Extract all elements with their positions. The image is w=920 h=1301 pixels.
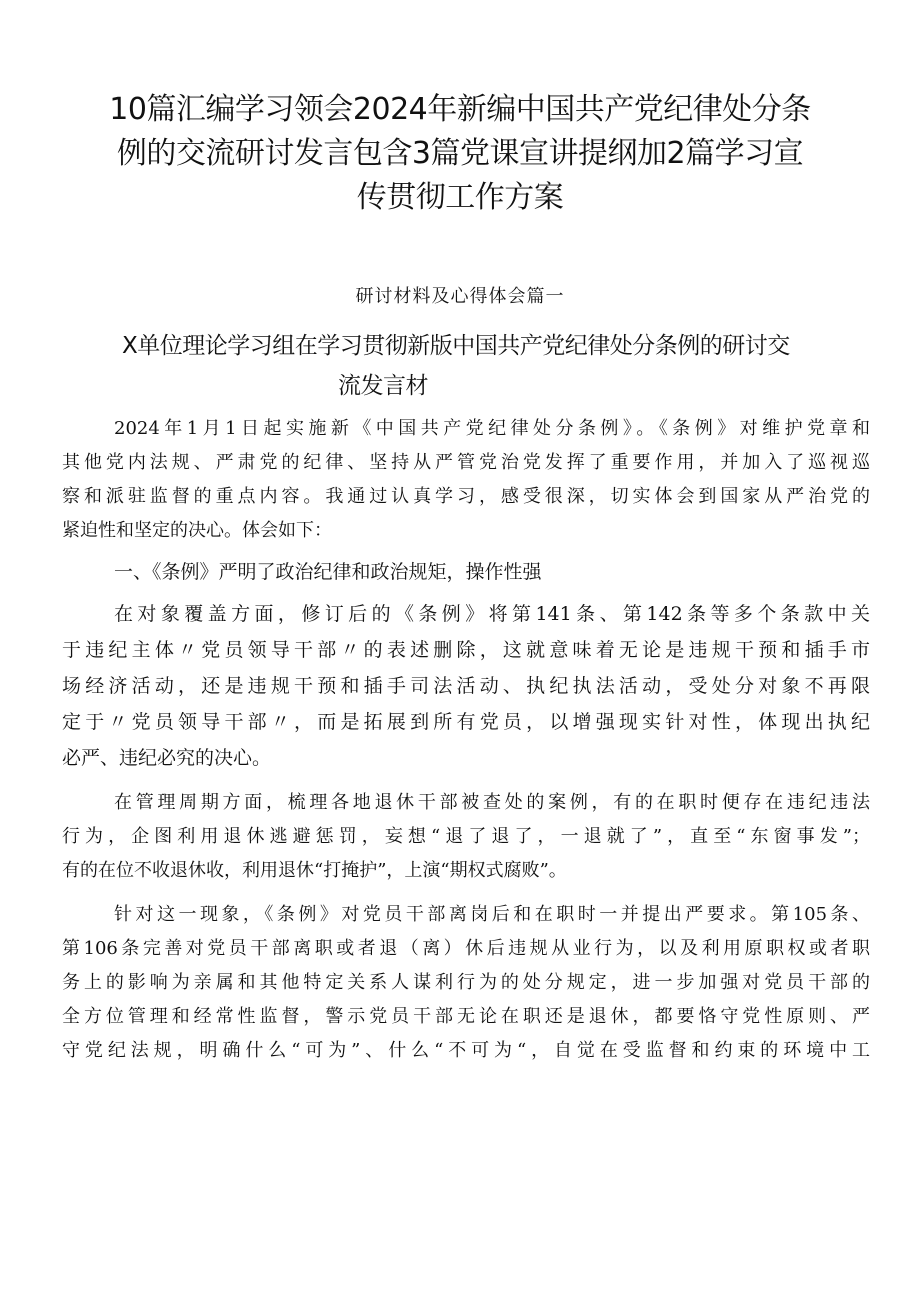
document-subtitle: 研讨材料及心得体会篇一 — [355, 286, 565, 307]
document-body — [62, 412, 870, 1068]
paragraph-line: 第106条完善对党员干部离职或者退（离）休后违规从业行为，以及利用原职权或者职 — [62, 938, 870, 959]
paragraph-1 — [62, 412, 870, 548]
paragraph-line: 守党纪法规，明确什么“可为”、什么“不可为“，自觉在受监督和约束的环境中工 — [62, 1040, 870, 1061]
paragraph-line: 行为，企图利用退休逃避惩罚，妄想“退了退了，一退就了”，直至“东窗事发”； — [62, 826, 870, 847]
title-line-2: 例的交流研讨发言包含3篇党课宣讲提纲加2篇学习宣 — [116, 136, 804, 171]
heading-line: 一、《条例》严明了政治纪律和政治规矩，操作性强 — [114, 561, 542, 583]
paragraph-line: 其他党内法规、严肃党的纪律、坚持从严管党治党发挥了重要作用，并加入了巡视巡 — [62, 452, 870, 473]
title-line-3: 传贯彻工作方案 — [356, 180, 564, 215]
paragraph-line: 于违纪主体〃党员领导干部〃的表述删除，这就意味着无论是违规干预和插手市 — [62, 639, 870, 661]
paragraph-line: 务上的影响为亲属和其他特定关系人谋利行为的处分规定，进一步加强对党员干部的 — [62, 972, 870, 993]
title-line-1: 10篇汇编学习领会2024年新编中国共产党纪律处分条 — [109, 92, 811, 127]
section-title-line-1: X单位理论学习组在学习贯彻新版中国共产党纪律处分条例的研讨交 — [122, 333, 790, 359]
paragraph-line: 针对这一现象，《条例》对党员干部离岗后和在职时一并提出严要求。第105条、 — [114, 904, 870, 925]
paragraph-line: 定于〃党员领导干部〃，而是拓展到所有党员，以增强现实针对性，体现出执纪 — [62, 711, 870, 733]
section-heading — [62, 554, 870, 590]
section-title-line-2: 流发言材 — [338, 373, 428, 399]
paragraph-line: 在对象覆盖方面，修订后的《条例》将第141条、第142条等多个条款中关 — [114, 603, 870, 625]
paragraph-line: 紧迫性和坚定的决心。体会如下： — [62, 520, 332, 541]
paragraph-line: 全方位管理和经常性监督，警示党员干部无论在职还是退休，都要恪守党性原则、严 — [62, 1006, 870, 1027]
paragraph-4 — [62, 898, 870, 1068]
section-title — [122, 326, 862, 406]
paragraph-3 — [62, 786, 870, 888]
paragraph-line: 察和派驻监督的重点内容。我通过认真学习，感受很深，切实体会到国家从严治党的 — [62, 486, 870, 507]
paragraph-line: 必严、违纪必究的决心。 — [62, 747, 272, 769]
paragraph-line: 2024年1月1日起实施新《中国共产党纪律处分条例》。《条例》对维护党章和 — [114, 418, 870, 439]
paragraph-line: 在管理周期方面，梳理各地退休干部被查处的案例，有的在职时便存在违纪违法 — [114, 792, 870, 813]
paragraph-line: 有的在位不收退休收，利用退休“打掩护”，上演“期权式腐败”。 — [62, 860, 567, 881]
paragraph-line: 场经济活动，还是违规干预和插手司法活动、执纪执法活动，受处分对象不再限 — [62, 675, 870, 697]
document-title — [70, 88, 850, 220]
paragraph-2 — [62, 596, 870, 776]
